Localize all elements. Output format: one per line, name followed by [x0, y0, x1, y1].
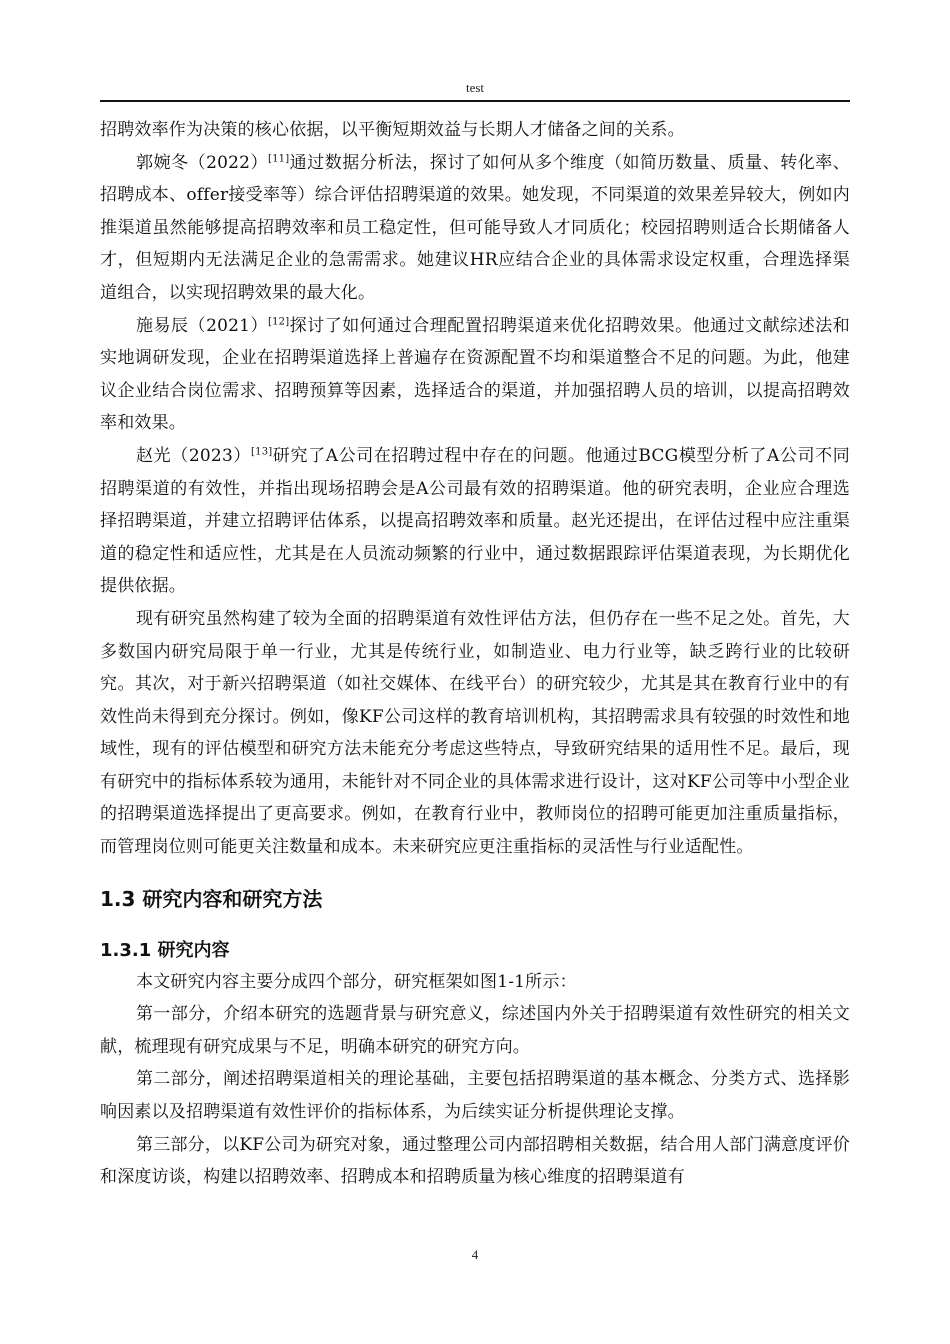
paragraph-zhao [100, 440, 850, 603]
running-header: test [465, 80, 485, 95]
section-heading: 1.3 研究内容和研究方法 [100, 886, 323, 911]
citation-ref: [13] [251, 446, 273, 458]
header-rule [100, 100, 850, 102]
citation-author: 赵光（2023） [136, 445, 252, 466]
paragraph-intro: 本文研究内容主要分成四个部分，研究框架如图1-1所示： [136, 971, 577, 992]
paragraph-guo [100, 147, 850, 310]
citation-ref: [12] [268, 315, 290, 327]
paragraph-text: 通过数据分析法，探讨了如何从多个维度（如简历数量、质量、转化率、招聘成本、offer接受率等）综合评估招聘渠道的效果。她发现，不同渠道的效果差异较大，例如内推渠道虽然能够提高招聘效率和员工稳定性，但可能导致人才同质化；校园招聘则适合长期储备人才，但短期内无法满足企业的急需需求。她建议HR应结合企业的具体需求设定权重，合理选择渠道组合，以实现招聘效果的最大化。 [100, 152, 850, 303]
paragraph-text: 研究了A公司在招聘过程中存在的问题。他通过BCG模型分析了A公司不同招聘渠道的有效性，并指出现场招聘会是A公司最有效的招聘渠道。他的研究表明，企业应合理选择招聘渠道，并建立招聘评估体系，以提高招聘效率和质量。赵光还提出，在评估过程中应注重渠道的稳定性和适应性，尤其是在人员流动频繁的行业中，通过数据跟踪评估渠道表现，为长期优化提供依据。 [100, 445, 851, 597]
paragraph-continuation: 招聘效率作为决策的核心依据，以平衡短期效益与长期人才储备之间的关系。 [100, 120, 685, 140]
page-body [100, 114, 850, 1194]
citation-author: 施易辰（2021） [136, 315, 268, 336]
paragraph-part-one: 第一部分，介绍本研究的选题背景与研究意义，综述国内外关于招聘渠道有效性研究的相关文献，梳理现有研究成果与不足，明确本研究的研究方向。 [100, 1004, 850, 1057]
page-number: 4 [471, 1247, 479, 1262]
citation-ref: [11] [268, 152, 290, 164]
paragraph-text: 探讨了如何通过合理配置招聘渠道来优化招聘效果。他通过文献综述法和实地调研发现，企业在招聘渠道选择上普遍存在资源配置不均和渠道整合不足的问题。为此，他建议企业结合岗位需求、招聘预算等因素，选择适合的渠道，并加强招聘人员的培训，以提高招聘效率和效果。 [100, 315, 850, 434]
citation-author: 郭婉冬（2022） [136, 152, 268, 173]
paragraph-shi [100, 310, 850, 440]
paragraph-summary: 现有研究虽然构建了较为全面的招聘渠道有效性评估方法，但仍存在一些不足之处。首先，大多数国内研究局限于单一行业，尤其是传统行业，如制造业、电力行业等，缺乏跨行业的比较研究。其次，对于新兴招聘渠道（如社交媒体、在线平台）的研究较少，尤其是其在教育行业中的有效性尚未得到充分探讨。例如，像KF公司这样的教育培训机构，其招聘需求具有较强的时效性和地域性，现有的评估模型和研究方法未能充分考虑这些特点，导致研究结果的适用性不足。最后，现有研究中的指标体系较为通用，未能针对不同企业的具体需求进行设计，这对KF公司等中小型企业的招聘渠道选择提出了更高要求。例如，在教育行业中，教师岗位的招聘可能更加注重质量指标，而管理岗位则可能更关注数量和成本。未来研究应更注重指标的灵活性与行业适配性。 [100, 608, 850, 858]
paragraph-part-two: 第二部分，阐述招聘渠道相关的理论基础，主要包括招聘渠道的基本概念、分类方式、选择影响因素以及招聘渠道有效性评价的指标体系，为后续实证分析提供理论支撑。 [100, 1069, 850, 1123]
paragraph-part-three: 第三部分，以KF公司为研究对象，通过整理公司内部招聘相关数据，结合用人部门满意度评价和深度访谈，构建以招聘效率、招聘成本和招聘质量为核心维度的招聘渠道有 [100, 1134, 850, 1188]
subsection-heading: 1.3.1 研究内容 [100, 939, 230, 961]
